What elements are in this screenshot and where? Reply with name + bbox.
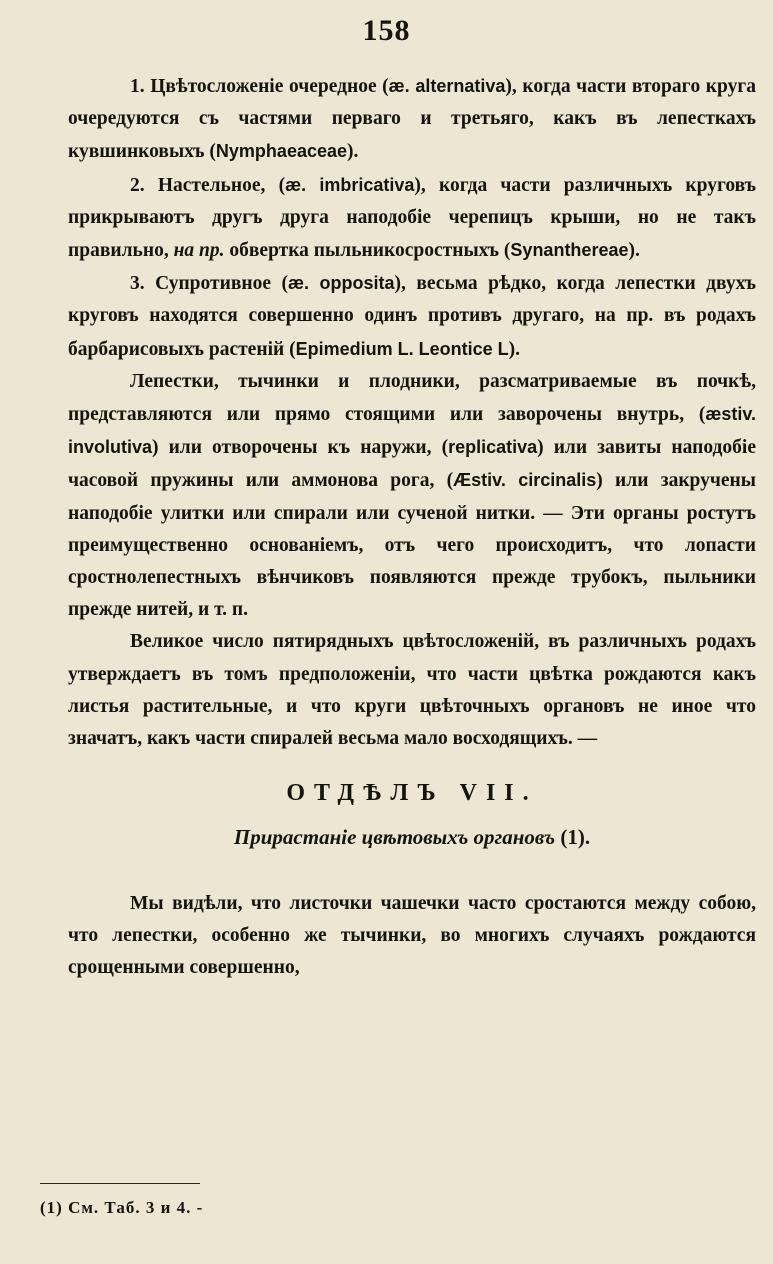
- latin-genera: Epimedium L. Leontice L: [295, 338, 509, 359]
- page-body: [68, 70, 756, 984]
- footnote: (1) См. Таб. 3 и 4. -: [40, 1198, 204, 1217]
- italic-abbrev: на пр.: [173, 240, 225, 262]
- footnote-divider: [40, 1183, 200, 1184]
- section-subtitle: Прирастанiе цвѣтовыхъ органовъ (1).: [233, 825, 591, 850]
- item-number: 1.: [130, 76, 145, 97]
- list-item-imbricativa: 2. Настельное, (æ. imbricativa), когда части различныхъ круговъ прикрываютъ другъ друга наподобiе черепицъ крыши, но не такъ правильно, на пр. обвертка пыльникосростныхъ (Synanthereae).: [68, 174, 756, 262]
- footnote-ref: (1).: [560, 825, 591, 850]
- latin-term: æ. alternativa: [388, 76, 506, 96]
- paragraph-spiral: Великое число пятирядныхъ цвѣтосложенiй, въ различныхъ родахъ утверждаетъ въ томъ предположенiи, что части цвѣтка рождаются какъ листья растительные, и что круги цвѣточныхъ органовъ не иное что значатъ, какъ части спиралей весьма мало восходящихъ. —: [68, 631, 756, 750]
- latin-term: æ. imbricativa: [285, 174, 415, 195]
- latin-term: æ. opposita: [287, 273, 395, 294]
- section-title: ОТДѢЛЪ VII.: [286, 780, 538, 807]
- latin-family: Synanthereae: [510, 240, 629, 261]
- list-item-opposita: 3. Супротивное (æ. opposita), весьма рѣдко, когда лепестки двухъ круговъ находятся совершенно одинъ противъ другаго, на пр. въ родахъ барбарисовыхъ растенiй (Epimedium L. Leontice L).: [68, 273, 757, 360]
- latin-term: Æstiv. circinalis: [453, 470, 597, 491]
- item-number: 2.: [130, 174, 145, 196]
- latin-term: replicativa: [448, 437, 538, 458]
- latin-family: Nymphaeaceae: [215, 141, 348, 162]
- list-item-alternativa: 1. Цвѣтосложенiе очередное (æ. alternativa), когда части вторагo круга очередуются съ частями перваго и третьяго, какъ въ лепесткахъ кувшинковыхъ (Nymphaeaceae).: [68, 76, 756, 163]
- page-number: 158: [362, 14, 411, 47]
- latin-term: æstiv. involutiva: [68, 404, 756, 458]
- item-number: 3.: [130, 273, 145, 295]
- paragraph-aestivation: Лепестки, тычинки и плодники, разсматриваемые въ почкѣ, представляются или прямо стоящими или заворочены внутрь, (æstiv. involutiva) или отворочены къ наружи, (replicativa) или завиты наподобiе часовой пружины или аммонова рога, (Æstiv. circinalis) или закручены наподобiе улитки или спирали или сученой нитки. — Эти органы ростутъ преимущественно основанiемъ, отъ чего происходитъ, что лопасти сростнолепестныхъ вѣнчиковъ появляются прежде трубокъ, пыльники прежде нитей, и т. п.: [68, 370, 757, 621]
- paragraph-adhesion: Мы видѣли, что листочки чашечки часто сростаются между собою, что лепестки, особенно же тычинки, во многихъ случаяхъ рождаются срощенными совершенно,: [68, 892, 756, 979]
